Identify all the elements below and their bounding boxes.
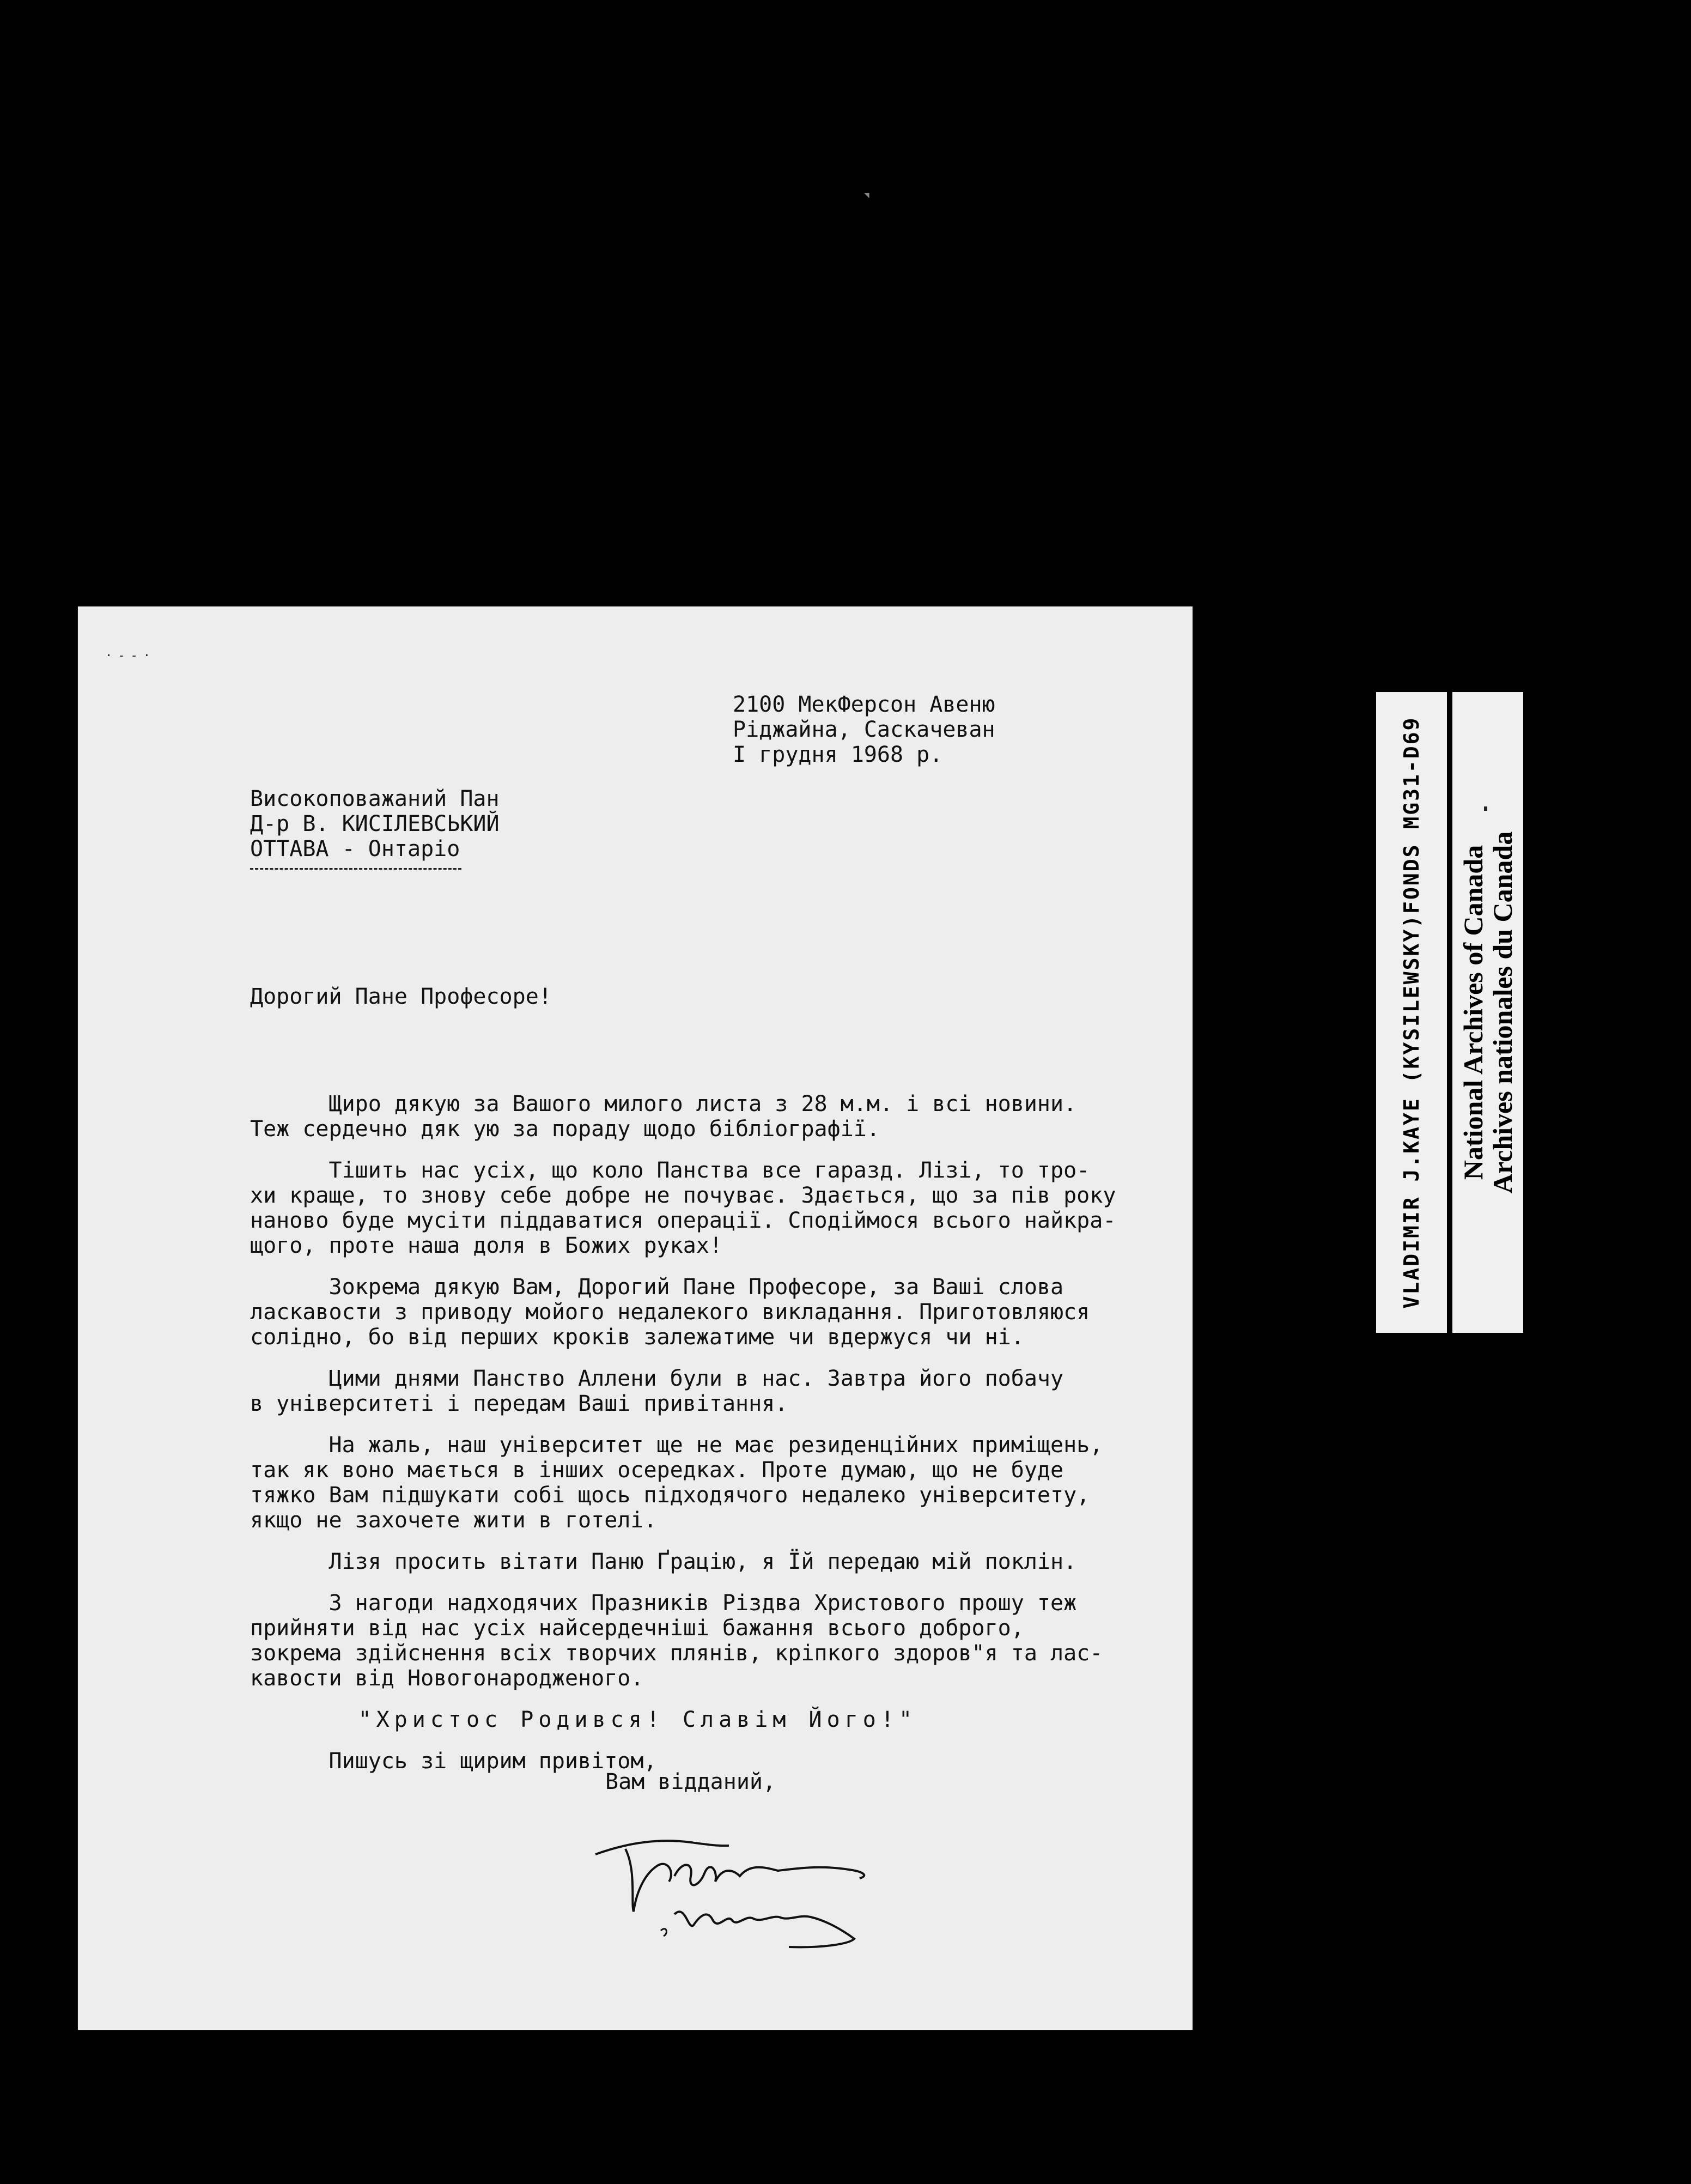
christmas-greeting: "Христос Родився! Славім Його!" <box>250 1707 917 1732</box>
salutation: Дорогий Пане Професоре! <box>250 984 552 1009</box>
institution-fr: Archives nationales du Canada <box>1487 831 1518 1194</box>
letter-page <box>78 606 1193 2030</box>
closing: Вам відданий, <box>605 1769 776 1794</box>
paragraph-health: Тішить нас усіх, що коло Панства все гаразд. Лізі, то тро- хи краще, то знову себе добре не почуває. Здається, що за пів року наново буде мусіти піддаватися операції. Сподіймося всього найкра- щого, проте наша доля в Божих руках! <box>250 1158 1116 1258</box>
fonds-label <box>1376 692 1447 1333</box>
paragraph-lecturing: Зокрема дякую Вам, Дорогий Пане Професоре, за Ваші слова ласкавости з приводу мойого недалекого викладання. Приготовляюся солідно, бо від перших кроків залежатиме чи вдержуся чи ні. <box>250 1275 1090 1350</box>
label-tick <box>1484 806 1487 811</box>
paragraph-thanks: Щиро дякую за Вашого милого листа з 28 м.м. і всі новини. Теж сердечно дяк ую за пораду щодо бібліографії. <box>250 1091 1077 1142</box>
letter-date: I грудня 1968 р. <box>733 742 943 767</box>
letter-body <box>250 1091 1171 1790</box>
scan-speck: ◥ <box>864 190 869 200</box>
paragraph-regards: Лізя просить вітати Паню Ґрацію, я Їй передаю мій поклін. <box>250 1549 1077 1574</box>
institution-label <box>1452 692 1523 1333</box>
institution-en: National Archives of Canada <box>1458 845 1488 1180</box>
return-address <box>733 692 995 767</box>
recipient-name: Д-р В. КИСІЛЕВСЬКИЙ <box>250 811 500 836</box>
handwritten-signature <box>593 1822 876 1958</box>
recipient-block <box>250 786 500 862</box>
institution-label-text <box>1458 832 1517 1193</box>
corner-marks: ·‐‐· <box>105 649 156 663</box>
recipient-line1: Високоповажаний Пан <box>250 786 500 811</box>
paragraph-allens: Цими днями Панство Аллени були в нас. Завтра його побачу в університеті і передам Ваші привітання. <box>250 1366 1064 1416</box>
fonds-label-text: VLADIMIR J.KAYE (KYSILEWSKY)FONDS MG31-D69 <box>1400 716 1424 1309</box>
recipient-underline <box>250 868 461 870</box>
paragraph-accommodation: На жаль, наш університет ще не має резиденційних приміщень, так як воно мається в інших осередках. Проте думаю, що не буде тяжко Вам підшукати собі щось підходячого недалеко університету, якщо не захочете жити в готелі. <box>250 1433 1103 1533</box>
sign-off: Пишусь зі щирим привітом, <box>250 1749 657 1774</box>
recipient-city: ОТТАВА - Онтаріо <box>250 836 460 862</box>
return-address-line2: Ріджайна, Саскачеван <box>733 717 995 742</box>
return-address-line1: 2100 МекФерсон Авеню <box>733 692 995 717</box>
paragraph-christmas: З нагоди надходячих Празників Різдва Христового прошу теж прийняти від нас усіх найсердечніші бажання всього доброго, зокрема здійснення всіх творчих плянів, кріпкого здоров"я та лас- кавости від Новогонародженого. <box>250 1591 1103 1691</box>
